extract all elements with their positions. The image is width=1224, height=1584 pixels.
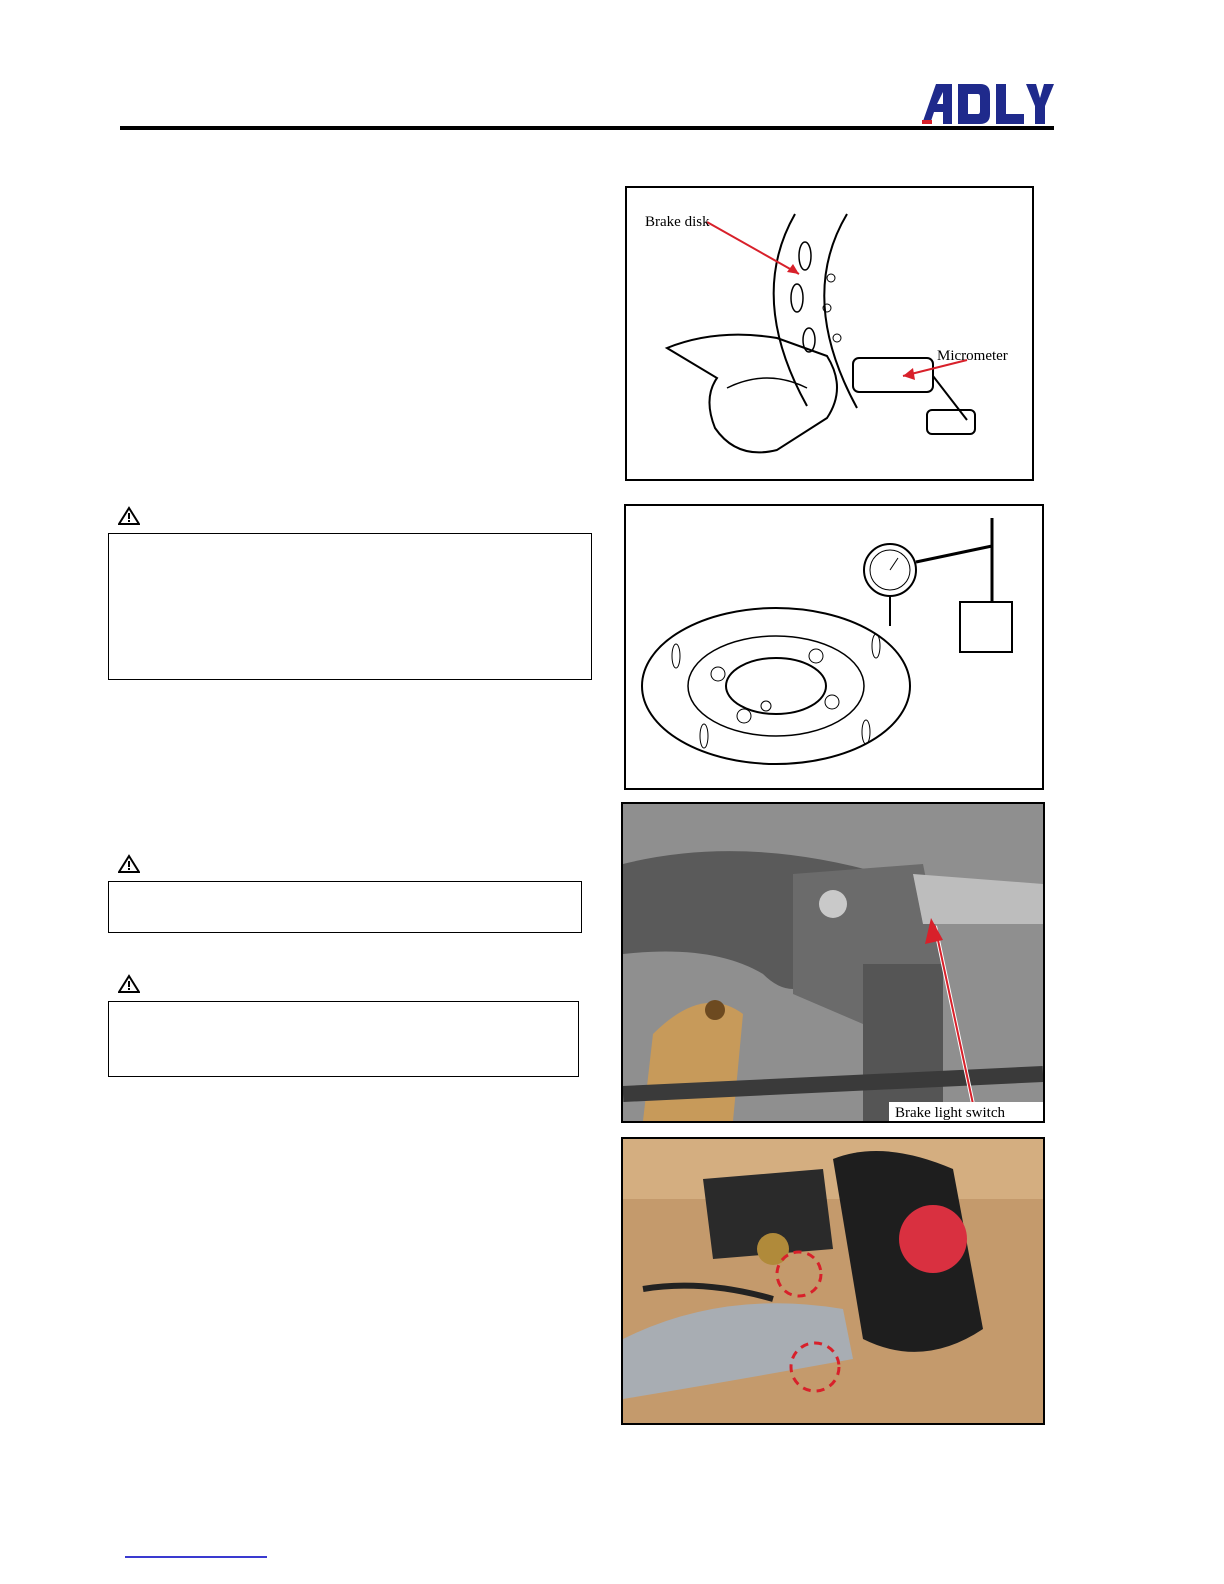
adly-logo <box>918 80 1054 126</box>
header-rule <box>120 126 1054 130</box>
note-box-1 <box>108 533 592 680</box>
footer-link[interactable] <box>125 1556 267 1558</box>
figure-handlebar-switch <box>621 1137 1045 1425</box>
figure-brake-light-switch <box>621 802 1045 1123</box>
micrometer-caption: Micrometer <box>937 348 1008 364</box>
warning-triangle-icon <box>118 854 140 874</box>
note-box-3 <box>108 1001 579 1077</box>
figure-micrometer <box>625 186 1034 481</box>
brake-light-switch-caption: Brake light switch <box>895 1105 1005 1121</box>
note-box-2 <box>108 881 582 933</box>
figure-dial-gauge <box>624 504 1044 790</box>
brake-disk-caption: Brake disk <box>645 214 710 230</box>
warning-triangle-icon <box>118 974 140 994</box>
warning-triangle-icon <box>118 506 140 526</box>
